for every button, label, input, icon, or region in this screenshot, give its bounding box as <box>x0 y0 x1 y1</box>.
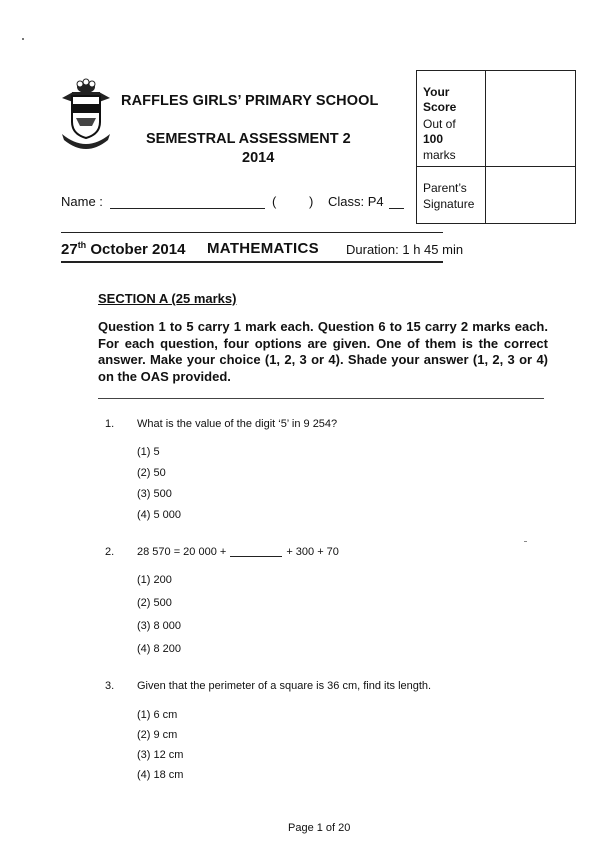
score-label-out-of: Out of <box>423 117 456 131</box>
assessment-title: SEMESTRAL ASSESSMENT 2 <box>146 131 351 147</box>
section-title: SECTION A (25 marks) <box>98 291 237 306</box>
question-number: 2. <box>105 546 115 558</box>
score-max: 100 <box>423 132 444 146</box>
school-crest-icon <box>58 78 114 156</box>
option: (1) 5 <box>137 446 160 458</box>
section-divider <box>98 398 544 399</box>
question-text: 28 570 = 20 000 + + 300 + 70 <box>137 546 339 558</box>
score-label-your: Your <box>423 85 450 99</box>
exam-duration: Duration: 1 h 45 min <box>346 242 464 257</box>
option: (1) 200 <box>137 574 172 586</box>
score-label-score: Score <box>423 100 457 114</box>
class-field-line <box>389 208 404 209</box>
question-text: Given that the perimeter of a square is 36 cm, find its length. <box>137 680 432 692</box>
score-label-marks: marks <box>423 148 456 162</box>
option: (2) 9 cm <box>137 729 178 741</box>
option: (2) 50 <box>137 467 166 479</box>
option: (4) 18 cm <box>137 769 184 781</box>
exam-subject: MATHEMATICS <box>207 240 319 257</box>
divider-bottom <box>61 261 443 263</box>
option: (4) 5 000 <box>137 509 182 521</box>
assessment-year: 2014 <box>242 150 275 166</box>
option: (4) 8 200 <box>137 643 182 655</box>
school-name: RAFFLES GIRLS’ PRIMARY SCHOOL <box>121 93 379 109</box>
question-number: 1. <box>105 418 115 430</box>
option: (2) 500 <box>137 597 172 609</box>
exam-date: 27th October 2014 <box>61 240 186 258</box>
divider-top <box>61 232 443 233</box>
signature-label: Signature <box>423 197 475 211</box>
option: (3) 12 cm <box>137 749 184 761</box>
option: (1) 6 cm <box>137 709 178 721</box>
scan-speck <box>524 541 527 542</box>
name-label: Name : <box>61 194 103 209</box>
page-number: Page 1 of 20 <box>288 822 351 834</box>
index-paren-open: ( <box>272 194 277 209</box>
question-text: What is the value of the digit ‘5’ in 9 254? <box>137 418 338 430</box>
answer-blank <box>230 556 282 557</box>
index-paren-close: ) <box>309 194 314 209</box>
option: (3) 8 000 <box>137 620 182 632</box>
score-box <box>416 70 576 224</box>
class-label: Class: P4 <box>328 194 384 209</box>
parent-label: Parent’s <box>423 181 467 195</box>
name-field-line <box>110 208 265 209</box>
question-number: 3. <box>105 680 115 692</box>
scan-speck <box>22 38 24 40</box>
section-instructions: Question 1 to 5 carry 1 mark each. Question 6 to 15 carry 2 marks each. For each question, four options are given. One of them is the correct answer. Make your choice (1, 2, 3 or 4). Shade your answer (1, 2, 3 or 4) on the OAS provided. <box>98 319 548 384</box>
option: (3) 500 <box>137 488 172 500</box>
